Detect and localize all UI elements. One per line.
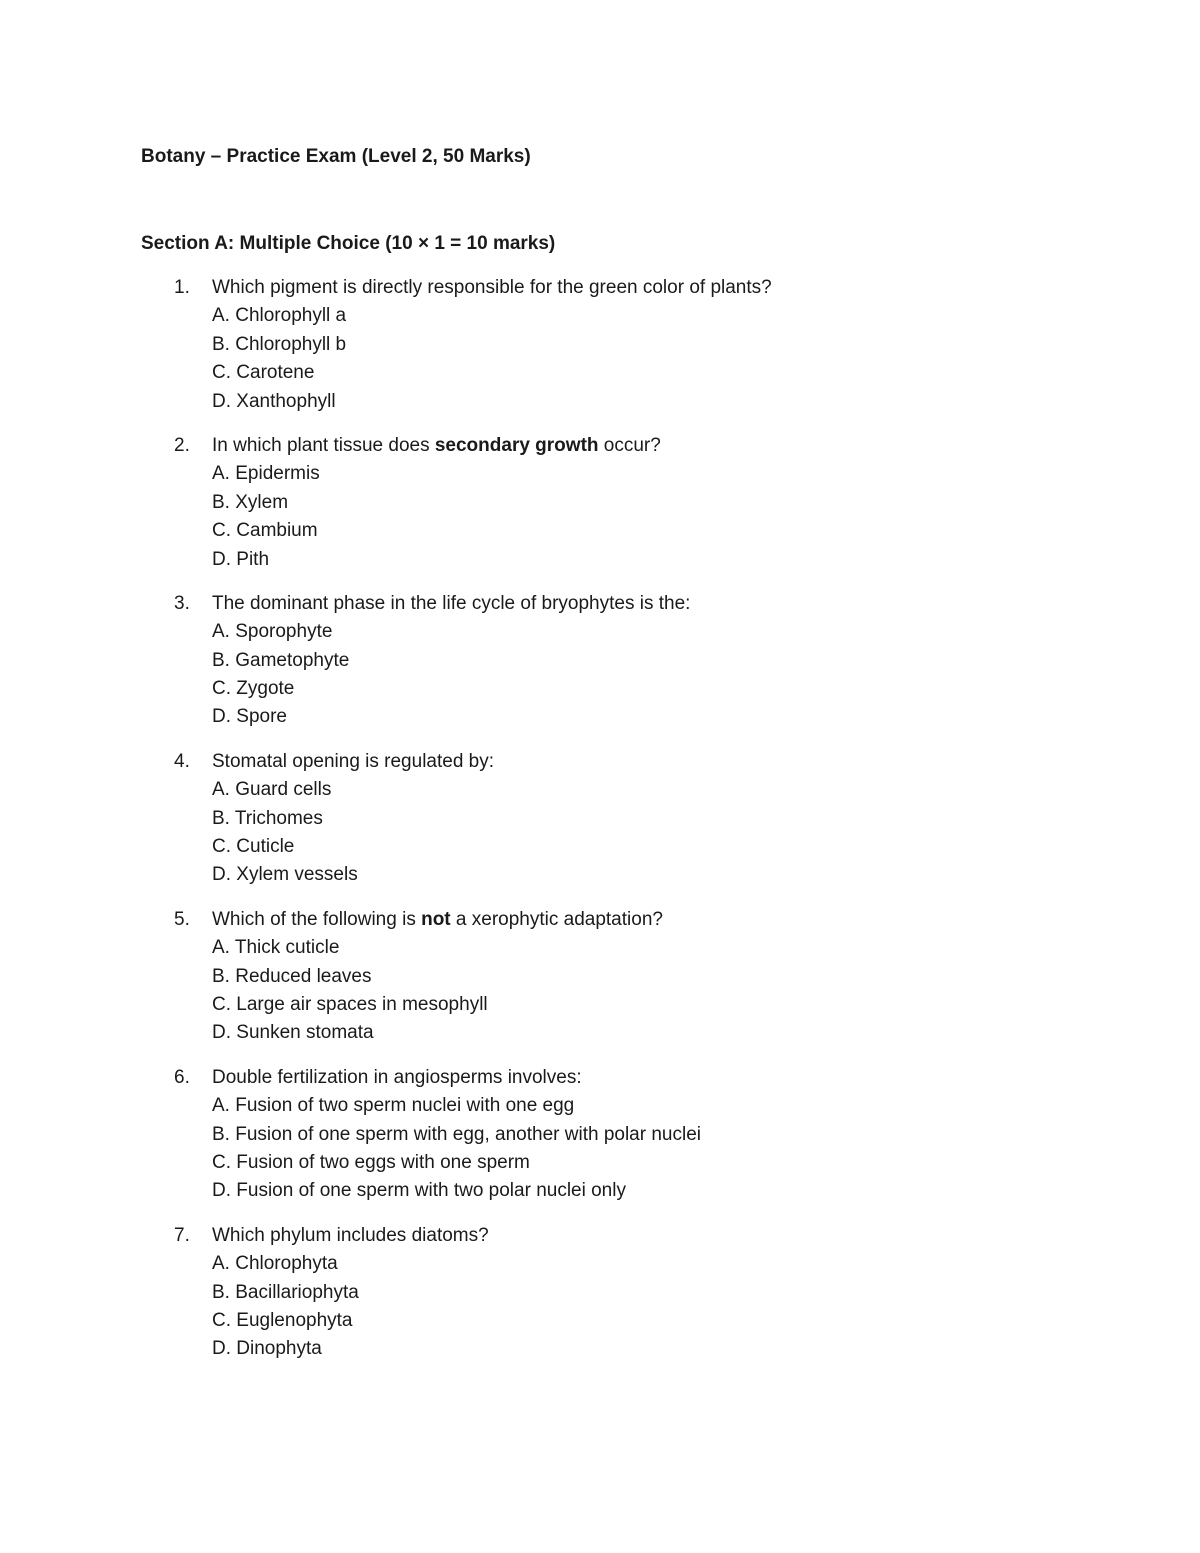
question-text: Double fertilization in angiosperms involves: (212, 1066, 582, 1088)
option-b: B. Fusion of one sperm with egg, another with polar nuclei (212, 1123, 701, 1145)
option-b: B. Bacillariophyta (212, 1281, 359, 1303)
question-text: Stomatal opening is regulated by: (212, 750, 495, 772)
question-4 (141, 748, 1041, 890)
option-a: A. Epidermis (212, 463, 320, 485)
question-1 (141, 274, 1041, 416)
question-number: 7. (174, 1224, 190, 1246)
question-3 (141, 590, 1041, 732)
option-c: C. Carotene (212, 362, 315, 384)
option-b: B. Chlorophyll b (212, 333, 347, 355)
option-b: B. Xylem (212, 491, 289, 513)
option-d: D. Dinophyta (212, 1338, 322, 1360)
option-a: A. Chlorophyll a (212, 305, 347, 327)
question-text: Which phylum includes diatoms? (212, 1224, 489, 1246)
option-d: D. Sunken stomata (212, 1022, 374, 1044)
option-a: A. Guard cells (212, 779, 332, 801)
question-number: 1. (174, 277, 190, 298)
option-a: A. Fusion of two sperm nuclei with one egg (212, 1095, 575, 1117)
question-text: In which plant tissue does secondary growth occur? (212, 434, 661, 456)
question-5 (141, 906, 1041, 1048)
question-number: 4. (174, 750, 190, 772)
question-list (141, 274, 1041, 1380)
option-a: A. Thick cuticle (212, 937, 340, 959)
option-c: C. Cambium (212, 520, 318, 542)
question-2 (141, 432, 1041, 574)
question-number: 2. (174, 434, 190, 456)
option-b: B. Reduced leaves (212, 965, 372, 987)
option-d: D. Xanthophyll (212, 390, 336, 412)
option-d: D. Fusion of one sperm with two polar nuclei only (212, 1180, 626, 1202)
question-7 (141, 1222, 1041, 1364)
option-c: C. Large air spaces in mesophyll (212, 993, 488, 1015)
option-c: C. Euglenophyta (212, 1309, 353, 1331)
question-text: The dominant phase in the life cycle of bryophytes is the: (212, 592, 691, 614)
question-text: Which pigment is directly responsible for the green color of plants? (212, 277, 772, 298)
option-a: A. Chlorophyta (212, 1253, 338, 1275)
question-6 (141, 1064, 1041, 1206)
question-number: 3. (174, 592, 190, 614)
option-b: B. Gametophyte (212, 649, 350, 671)
question-number: 6. (174, 1066, 190, 1088)
option-b: B. Trichomes (212, 807, 323, 829)
option-c: C. Cuticle (212, 836, 295, 858)
option-d: D. Xylem vessels (212, 864, 358, 886)
option-d: D. Spore (212, 706, 287, 728)
question-number: 5. (174, 908, 190, 930)
question-text: Which of the following is not a xerophytic adaptation? (212, 908, 663, 930)
option-a: A. Sporophyte (212, 621, 333, 643)
option-d: D. Pith (212, 548, 270, 570)
exam-title: Botany – Practice Exam (Level 2, 50 Marks) (141, 146, 531, 167)
option-c: C. Fusion of two eggs with one sperm (212, 1151, 530, 1173)
section-a-heading: Section A: Multiple Choice (10 × 1 = 10 marks) (141, 233, 556, 254)
option-c: C. Zygote (212, 678, 295, 700)
